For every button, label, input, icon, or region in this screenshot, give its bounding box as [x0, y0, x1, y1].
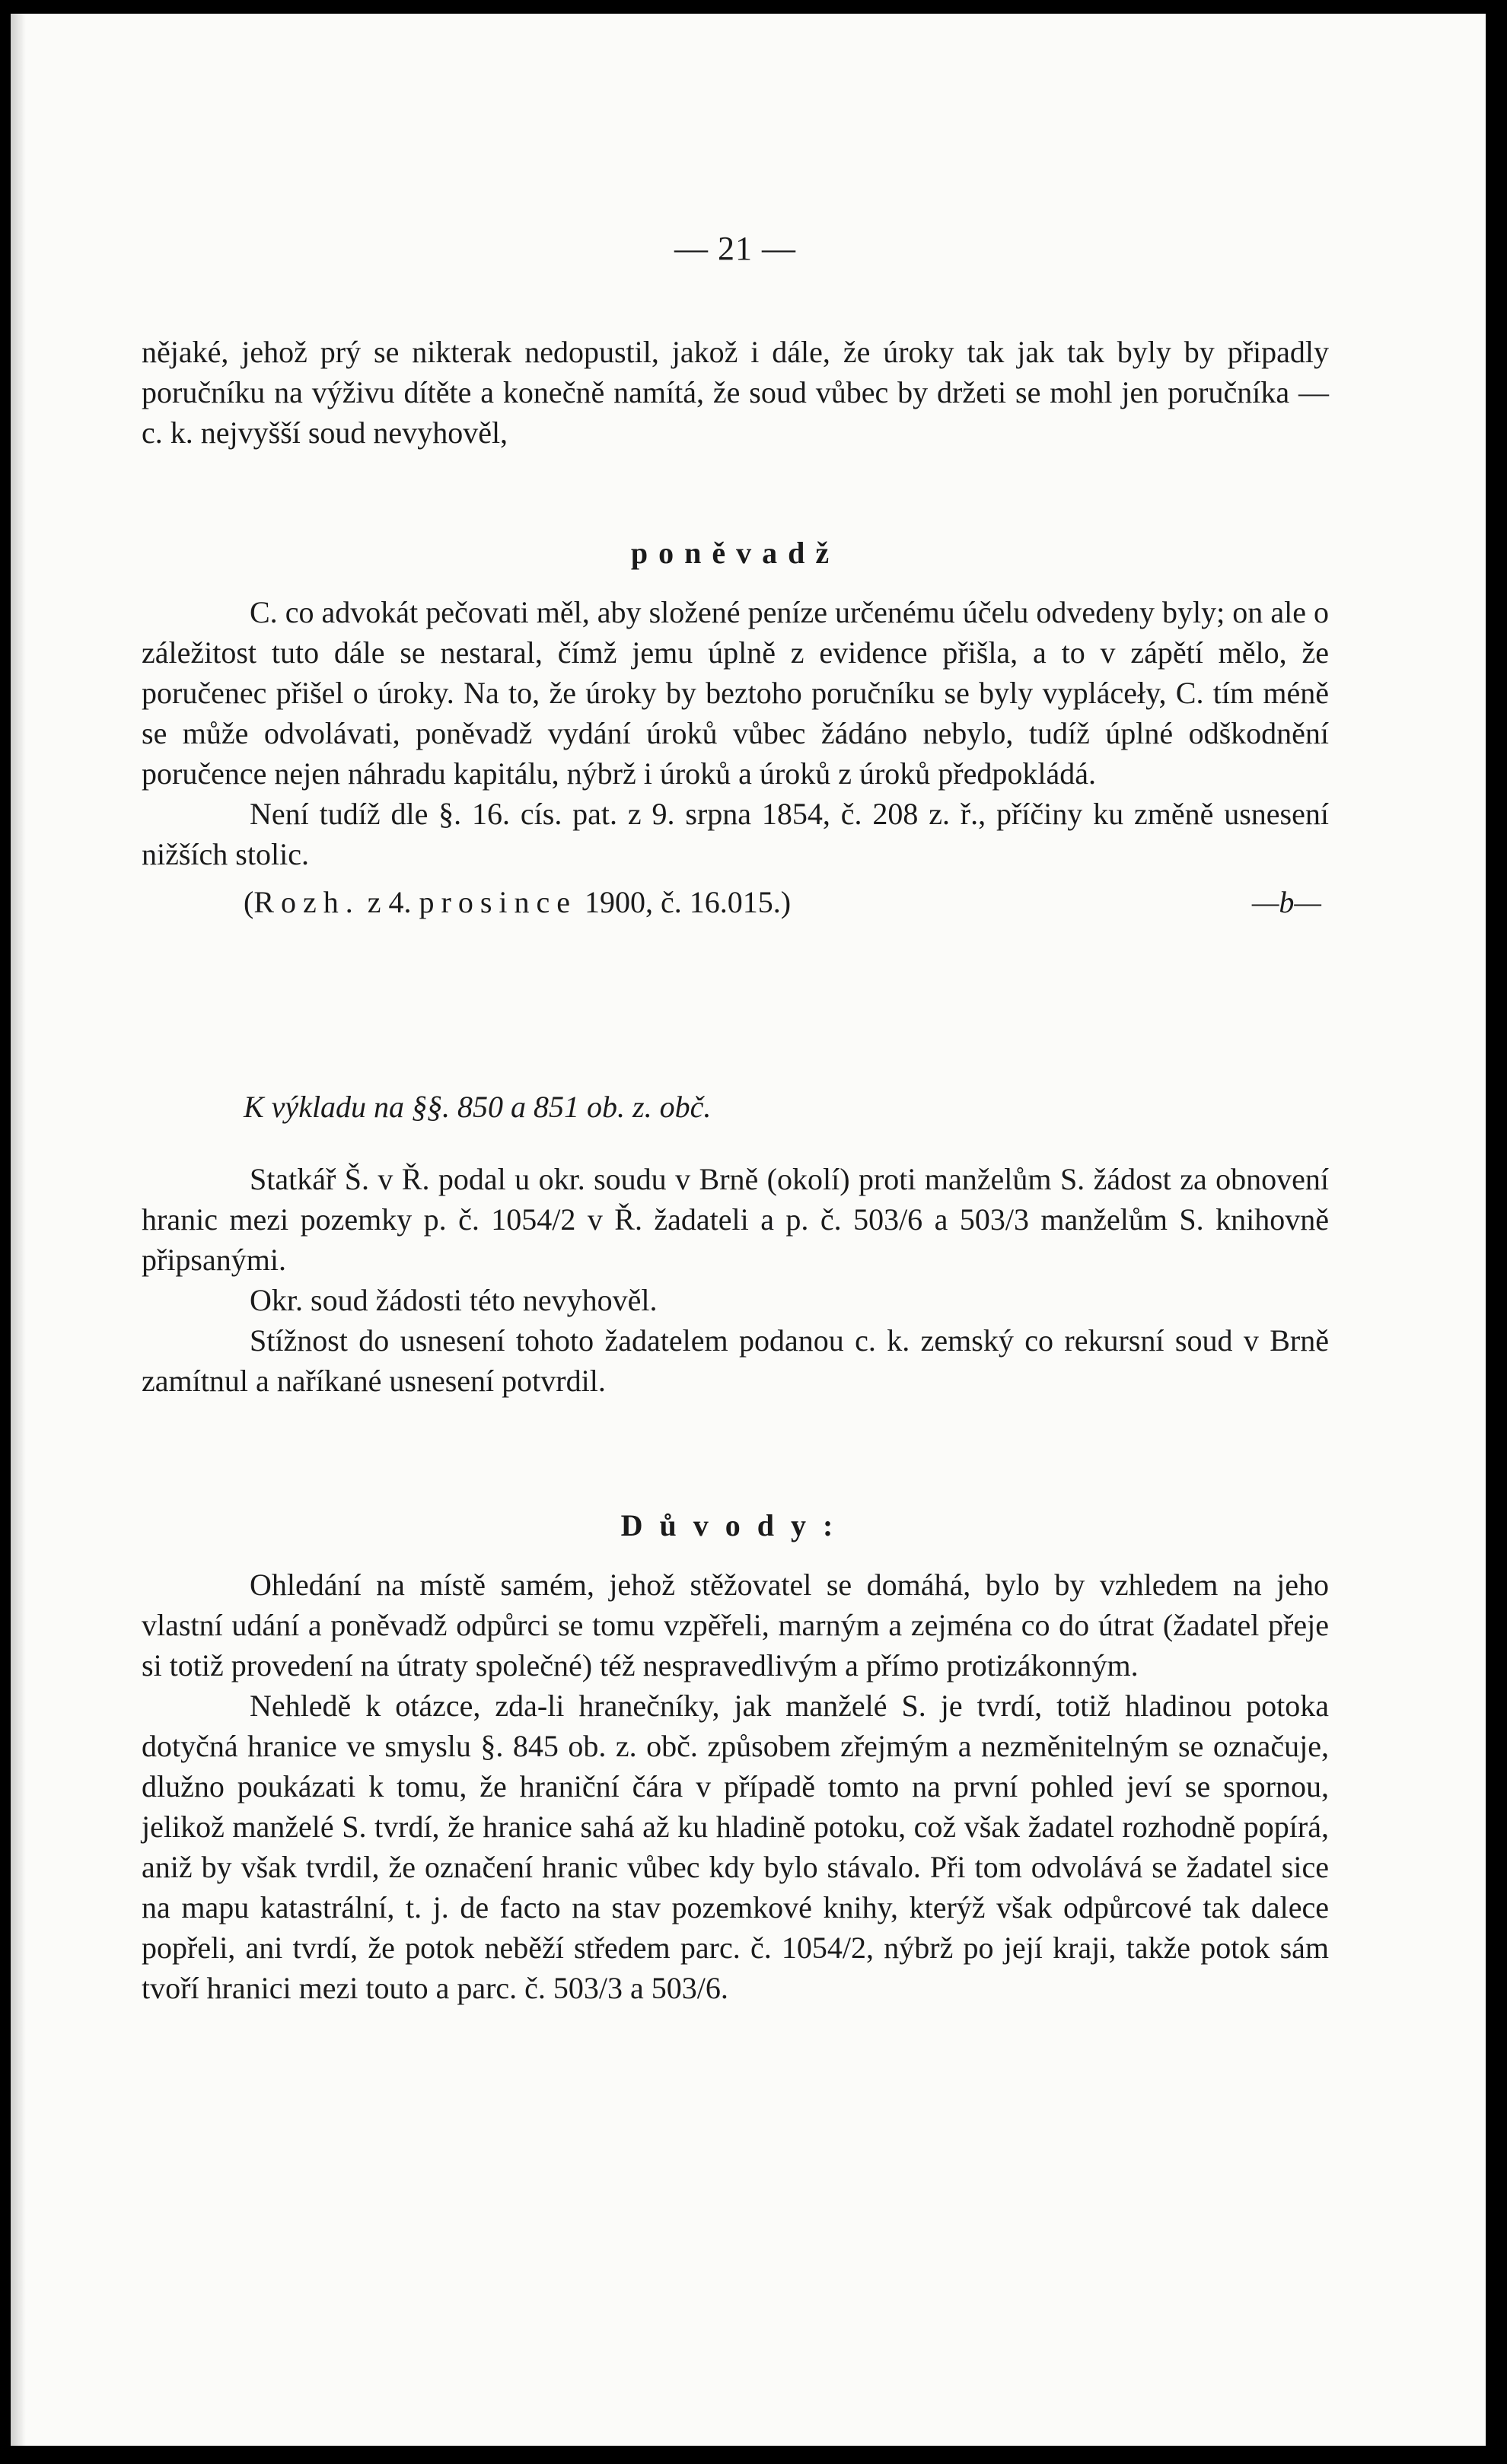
- ref-rozh: Rozh.: [253, 885, 360, 919]
- paragraph-3: Není tudíž dle §. 16. cís. pat. z 9. srpna 1854, č. 208 z. ř., příčiny ku změně usnesení nižších stolic.: [142, 797, 1329, 871]
- page-number: — 21 —: [674, 230, 796, 267]
- paragraph-2: C. co advokát pečovati měl, aby složené peníze určenému účelu odvedeny byly; on ale o záležitost tuto dále se nestaral, čímž jemu úplně z evidence přišla, a to v zápětí mělo, že poručenec přišel o úroky. Na to, že úroky by beztoho poručníku se byly vypláceły, C. tím méně se může odvolávati, poněvadž vydání úroků vůbec žádáno nebylo, tudíž úplné odškodnění poručence nejen náhradu kapitálu, nýbrž i úroků a úroků z úroků předpokládá.: [142, 595, 1329, 791]
- paragraph-8: Nehledě k otázce, zda-li hranečníky, jak manželé S. je tvrdí, totiž hladinou potoka dotyčná hranice ve smyslu §. 845 ob. z. obč. způsobem zřejmým a nezměnitelným se označuje, dlužno poukázati k tomu, že hraniční čára v případě tomto na první pohled jeví se spornou, jelikož manželé S. tvrdí, že hranice sahá až ku hladině potoku, což však žadatel rozhodně popírá, aniž by však tvrdil, že označení hranic vůbec kdy bylo stávalo. Při tom odvolává se žadatel sice na mapu katastrální, t. j. de facto na stav pozemkové knihy, kterýž však odpůrcové tak dalece popřeli, ani tvrdí, že potok neběží středem parc. č. 1054/2, nýbrž po její kraji, takže potok sám tvoří hranici mezi touto a parc. č. 503/3 a 503/6.: [142, 1689, 1329, 2005]
- paragraph-6: Stížnost do usnesení tohoto žadatelem podanou c. k. zemský co rekursní soud v Brně zamítnul a naříkané usnesení potvrdil.: [142, 1323, 1329, 1398]
- heading-ponevadz-block: [142, 533, 1329, 573]
- grounds-block: [142, 1565, 1329, 2008]
- section-title: K výkladu na §§. 850 a 851 ob. z. obč.: [244, 1090, 712, 1124]
- paragraph-7: Ohledání na místě samém, jehož stěžovatel se domáhá, bylo by vzhledem na jeho vlastní udání a poněvadž odpůrci se tomu vzpěřeli, marným a zejména co do útrat (žadatel přeje si totiž provedení na útraty společné) též nespravedlivým a přímo protizákonným.: [142, 1568, 1329, 1682]
- paragraph-5: Okr. soud žádosti této nevyhověl.: [250, 1283, 658, 1317]
- case-facts-block: [142, 1159, 1329, 1401]
- heading-duvody: Důvody:: [620, 1508, 850, 1542]
- paragraph-4: Statkář Š. v Ř. podal u okr. soudu v Brně (okolí) proti manželům S. žádost za obnovení hranic mezi pozemky p. č. 1054/2 v Ř. žadateli a p. č. 503/6 a 503/3 manželům S. knihovně připsanými.: [142, 1162, 1329, 1277]
- page-edge-shadow: [11, 14, 26, 2446]
- reasoning-block: [142, 592, 1329, 922]
- ref-date-pre: z 4.: [359, 885, 419, 919]
- heading-ponevadz: poněvadž: [630, 536, 840, 570]
- paragraph-1: nějaké, jehož prý se nikterak nedopustil, jakož i dále, že úroky tak jak tak byly by připadly poručníku na výživu dítěte a konečně namítá, že soud vůbec by držeti se mohl jen poručníka — c. k. nejvyšší soud nevyhověl,: [142, 335, 1329, 450]
- heading-duvody-block: [142, 1505, 1329, 1546]
- decision-reference-text: [244, 882, 791, 922]
- ref-month: prosince: [419, 885, 578, 919]
- document-page: [11, 14, 1486, 2446]
- decision-reference: [142, 882, 1329, 922]
- ref-signature: —b—: [1251, 885, 1321, 919]
- section-title-block: [142, 1087, 1329, 1127]
- paragraph-continuation: [142, 332, 1329, 453]
- ref-date-post: 1900, č. 16.015.): [577, 885, 792, 919]
- ref-paren: (: [244, 885, 254, 919]
